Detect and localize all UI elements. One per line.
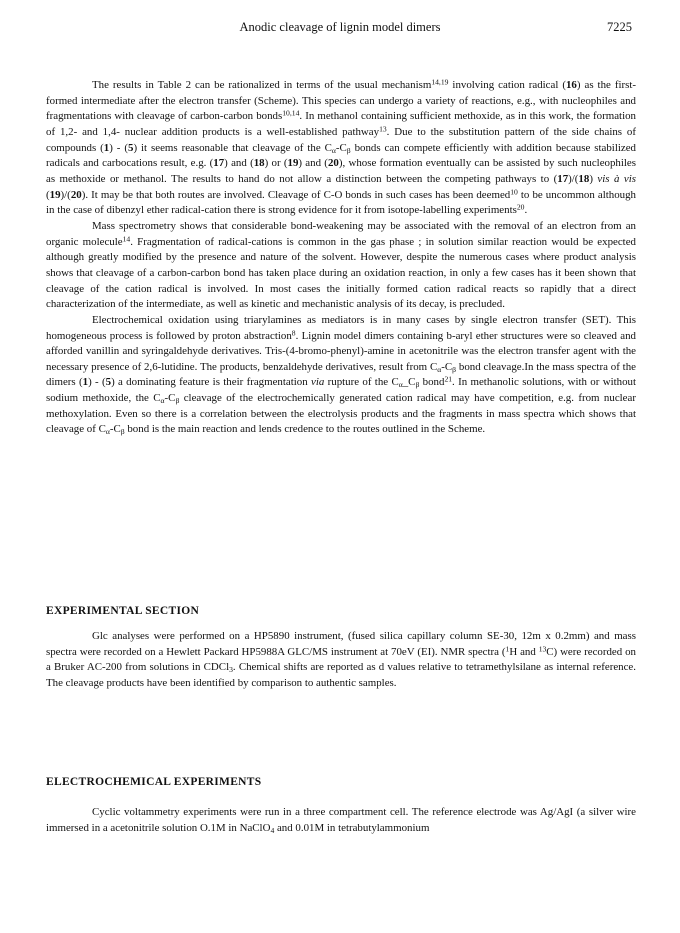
- subscript: β: [120, 427, 125, 437]
- subscript: 4: [270, 825, 275, 835]
- compound-number: 19: [287, 157, 299, 170]
- subscript: α: [398, 380, 403, 390]
- citation-superscript: 10: [510, 187, 518, 197]
- compound-number: 17: [557, 172, 569, 185]
- subscript: β: [175, 396, 180, 406]
- discussion-text: [46, 78, 636, 438]
- compound-number: 19: [49, 188, 61, 201]
- compound-number: 5: [105, 376, 112, 389]
- compound-number: 16: [565, 79, 577, 91]
- compound-number: 20: [70, 188, 82, 201]
- compound-number: 5: [128, 141, 134, 154]
- paragraph: Electrochemical oxidation using triarylamines as mediators is in many cases by single electron transfer (SET). This homogeneous process is followed by proton abstraction$^8$. Lignin model dimers containing b-aryl ether structures were so cleaved and afforded vanillin and syringaldehyde derivatives. Tris-(4-bromo-phenyl)-amine in acetonitrile was the electron transfer agent with the necessary presence of 2,6-lutidine. The products, benzaldehyde derivatives, result from $C_\alpha-C_\beta$ bond cleavage.In the mass spectra of the dimers (1) - (5) a dominating feature is their fragmentation via rupture of the $C_\alpha\_C_\beta$ bond$^{21}$. In methanolic solutions, with or without sodium methoxide, the $C_\alpha-C_\beta$ cleavage of the electrochemically generated cation radical may have competition, e.g. from nuclear methoxylation. Even so there is a correlation between the electrolysis products and the fragments in mass spectra which shows that cleavage of $C_\alpha-C_\beta$ bond is the main reaction and lends credence to the routes outlined in the Scheme.: [46, 313, 636, 437]
- paragraph: Cyclic voltammetry experiments were run in a three compartment cell. The reference electrode was Ag/AgI (a silver wire immersed in a acetonitrile solution O.1M in NaClO$_4$ and 0.01M in tetrabutylammonium: [46, 806, 636, 835]
- page-number: 7225: [607, 20, 632, 34]
- running-title: Anodic cleavage of lignin model dimers: [239, 20, 441, 34]
- compound-number: 1: [82, 376, 89, 389]
- subscript: α: [160, 396, 165, 406]
- italic-text: via: [310, 376, 325, 389]
- paragraph: The results in Table 2 can be rationalized in terms of the usual mechanism$^{14,19}$ involving cation radical (16) as the first-formed intermediate after the electron transfer (Scheme). This species can undergo a variety of reactions, e.g., with nucleophiles and fragmentations with cleavage of carbon-carbon bonds$^{10,14}$. In methanol containing sufficient methoxide, as in this work, the formation of 1,2- and 1,4- nuclear addition products is a well-established pathway$^{13}$. Due to the substitution pattern of the side chains of compounds (1) - (5) it seems reasonable that cleavage of the $C_\alpha-C_\beta$ bonds can compete efficiently with addition because stabilized radicals and carbocations result, e.g. (17) and (18) or (19) and (20), whose formation eventually can be assisted by such nucleophiles as methoxide or methanol. The results to hand do not allow a distinction between the competing pathways to (17)/(18) vis à vis (19)/(20). It may be that both routes are involved. Cleavage of C-O bonds in such cases has been deemed$^{10}$ to be uncommon although in the case of dibenzyl ether radical-cation there is strong evidence for it from isotope-labelling experiments$^{20}$.: [46, 77, 637, 217]
- experimental-text: [46, 629, 636, 692]
- citation-superscript: 13: [538, 644, 547, 654]
- compound-number: 17: [213, 157, 225, 170]
- electrochemical-text: [46, 805, 636, 836]
- subscript: β: [452, 364, 457, 374]
- compound-number: 18: [578, 172, 590, 185]
- experimental-section-heading: EXPERIMENTAL SECTION: [46, 605, 200, 617]
- citation-superscript: 8: [291, 328, 296, 338]
- citation-superscript: 21: [444, 375, 453, 385]
- italic-text: vis à vis: [597, 172, 637, 185]
- subscript: β: [415, 380, 420, 390]
- subscript: 3: [229, 665, 233, 675]
- citation-superscript: 20: [516, 202, 525, 212]
- paragraph: Mass spectrometry shows that considerable bond-weakening may be associated with the removal of an electron from an organic molecule$^{14}$. Fragmentation of radical-cations is common in the gas phase ; in solution similar reaction would be expected although greatly modified by the presence and nature of the solvent. However, despite the numerous cases where product analysis shows that cleavage of a carbon-carbon bond has taken place during an oxidation reaction, in only a few cases has it been shown that cleavage of the cation radical is involved. In most cases the initially formed cation radical reacts so rapidly that a direct characterization of the intermediate, as well as kinetic and mechanistic analysis of its decay, is precluded.: [46, 219, 636, 311]
- electrochemical-section-heading: ELECTROCHEMICAL EXPERIMENTS: [46, 776, 262, 788]
- citation-superscript: 1: [505, 644, 510, 654]
- paragraph: Glc analyses were performed on a HP5890 instrument, (fused silica capillary column SE-30, 12m x 0.2mm) and mass spectra were recorded on a Hewlett Packard HP5988A GLC/MS instrument at 70eV (EI). NMR spectra ($^1$H and $^{13}$C) were recorded on a Bruker AC-200 from solutions in CDCl$_3$. Chemical shifts are reported as d values relative to tetramethylsilane as internal reference. The cleavage products have been identified by comparison to authentic samples.: [46, 630, 636, 689]
- subscript: α: [437, 364, 442, 374]
- citation-superscript: 13: [379, 124, 387, 134]
- subscript: α: [331, 145, 336, 155]
- compound-number: 1: [103, 141, 110, 154]
- compound-number: 18: [253, 157, 265, 170]
- citation-superscript: 14: [122, 234, 131, 244]
- citation-superscript: 14,19: [431, 77, 449, 87]
- running-header: [0, 20, 680, 36]
- compound-number: 20: [327, 157, 339, 170]
- subscript: β: [346, 145, 351, 155]
- subscript: α: [105, 427, 110, 437]
- citation-superscript: 10,14: [282, 108, 300, 118]
